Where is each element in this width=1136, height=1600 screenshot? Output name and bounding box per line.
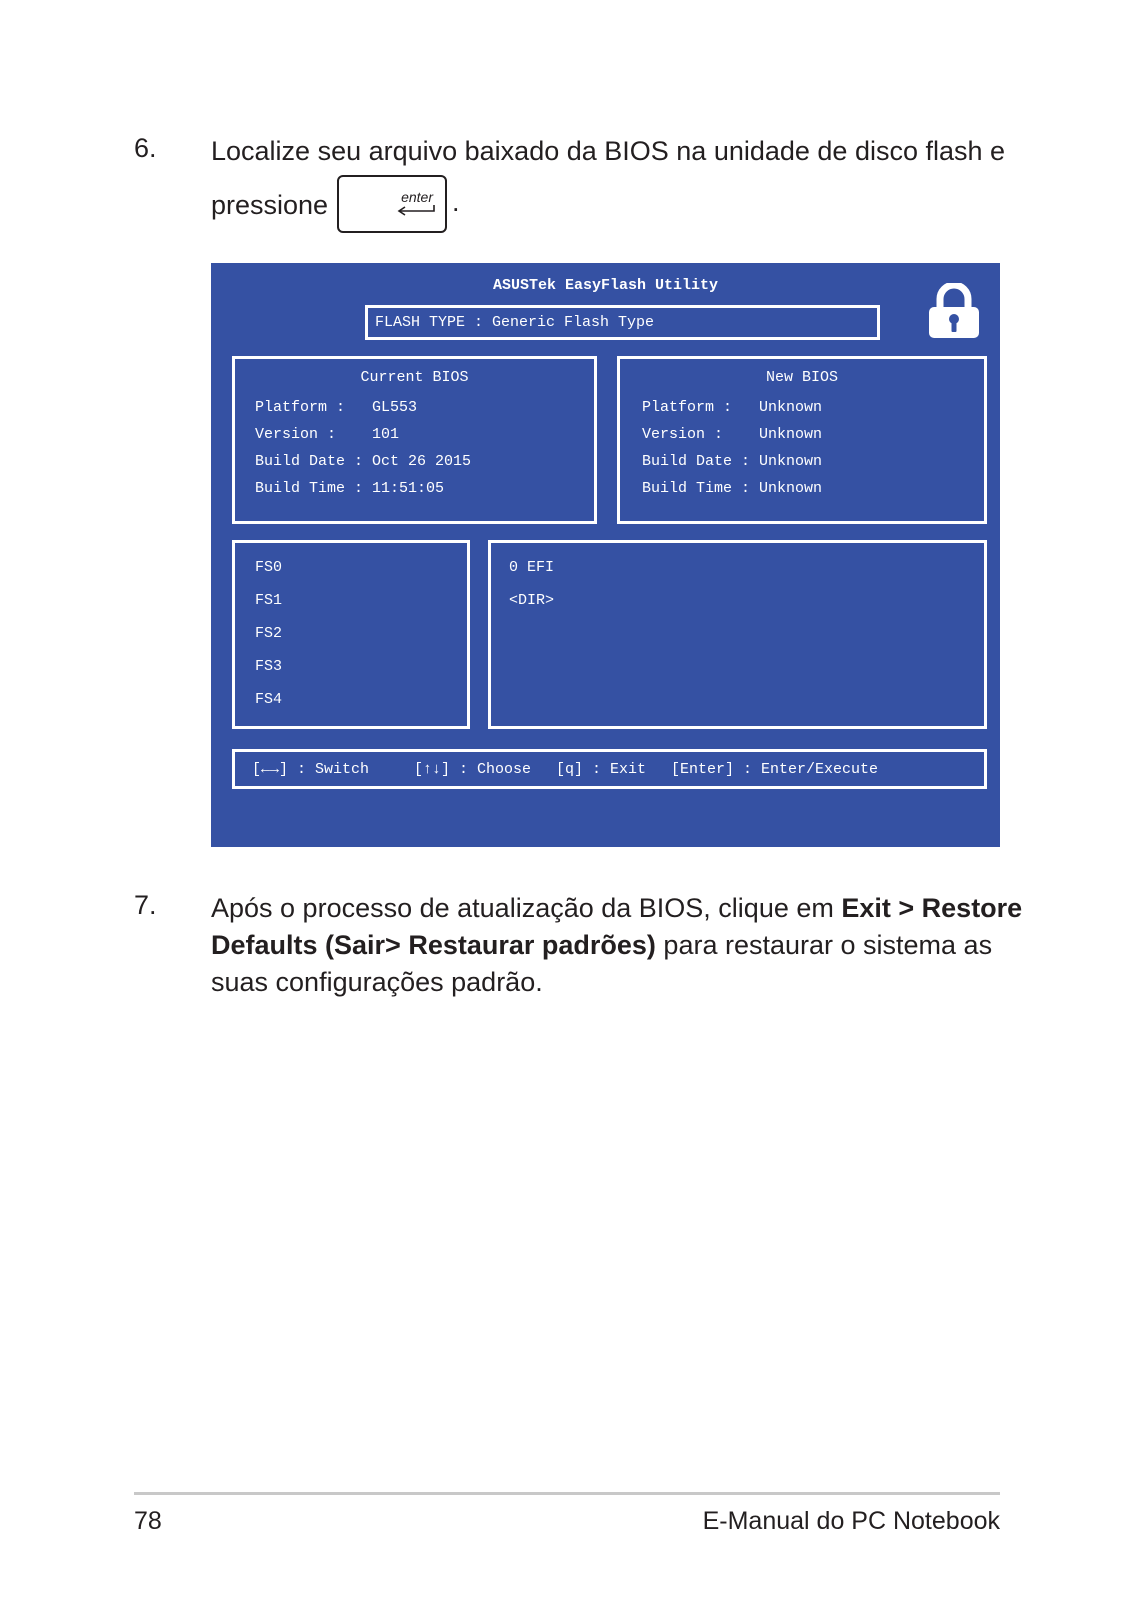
flash-type-box [365,305,880,340]
step-text: Localize seu arquivo baixado da BIOS na unidade de disco flash e [211,136,1006,166]
page-number: 78 [134,1507,162,1535]
build-date-field: Build Date : Oct 26 2015 [255,453,472,470]
enter-key-icon [337,175,447,233]
current-bios-panel [232,356,597,524]
panel-heading: New BIOS [765,369,838,386]
step-text: pressione [211,190,329,220]
drive-item[interactable]: FS3 [255,658,283,675]
footer-divider [134,1492,1000,1495]
drive-item[interactable]: FS2 [255,625,283,642]
key-hints-bar [232,749,987,789]
step-text: Defaults (Sair> Restaurar padrões) para restaurar o sistema as [211,930,993,960]
drive-item[interactable]: FS1 [255,592,283,609]
step-text: suas configurações padrão. [211,967,543,997]
panel-heading: Current BIOS [360,369,469,386]
build-time-field: Build Time : 11:51:05 [255,480,445,497]
step-number: 7. [134,890,157,920]
version-field: Version : 101 [255,426,400,443]
step-text: Após o processo de atualização da BIOS, clique em Exit > Restore [211,893,1023,923]
version-field: Version : Unknown [642,426,823,443]
drive-item[interactable]: FS0 [255,559,283,576]
step-text: . [452,187,460,217]
file-list-panel [488,540,987,729]
easyflash-screen [211,263,1000,847]
file-item[interactable]: 0 EFI [509,559,555,576]
choose-hint: [↑↓] : Choose [414,761,532,778]
step-number: 6. [134,133,157,163]
flash-type-label: FLASH TYPE : Generic Flash Type [375,314,655,331]
lock-icon [928,283,980,339]
platform-field: Platform : Unknown [642,399,823,416]
drive-item[interactable]: FS4 [255,691,283,708]
enter-hint: [Enter] : Enter/Execute [671,761,879,778]
utility-title: ASUSTek EasyFlash Utility [492,277,719,294]
drive-list-panel [232,540,470,729]
platform-field: Platform : GL553 [255,399,418,416]
build-date-field: Build Date : Unknown [642,453,823,470]
new-bios-panel [617,356,987,524]
return-arrow-icon [396,205,436,217]
build-time-field: Build Time : Unknown [642,480,823,497]
enter-key-label: enter [401,189,433,205]
exit-hint: [q] : Exit [556,761,647,778]
manual-title: E-Manual do PC Notebook [702,1507,1000,1535]
file-item[interactable]: <DIR> [509,592,555,609]
switch-hint: [←→] : Switch [252,761,370,778]
